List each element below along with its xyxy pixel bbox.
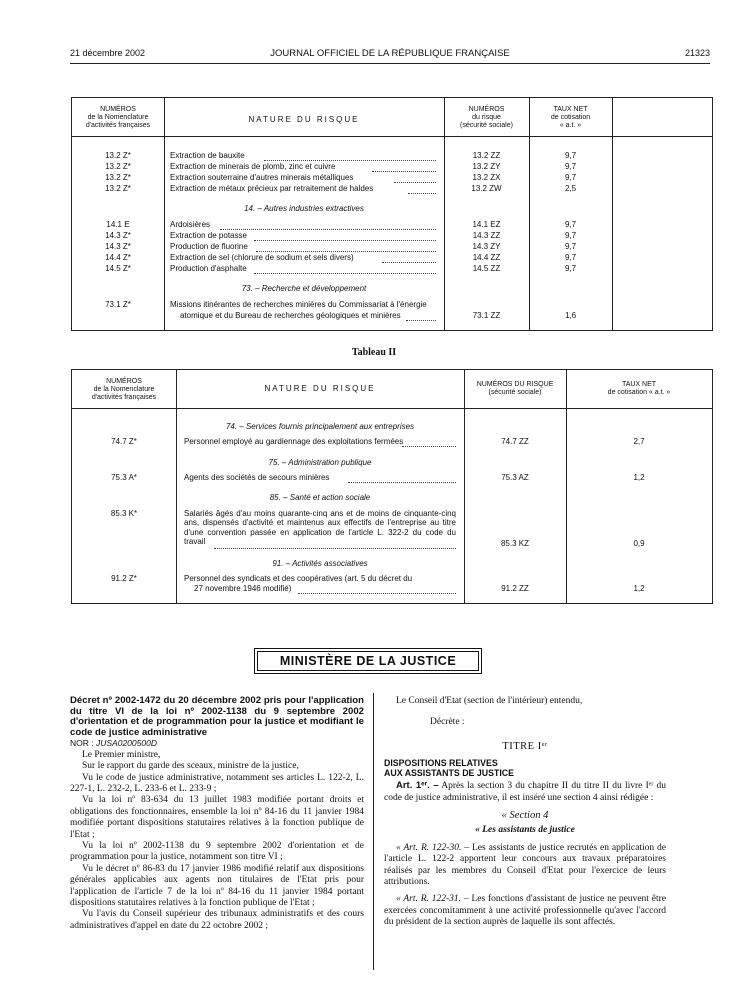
table-cell-num: 75.3 AZ [501, 473, 529, 482]
table-cell-nature: Extraction de potasse [170, 231, 247, 240]
leader-dots [406, 313, 436, 321]
section-4-heading: « Section 4 [501, 810, 549, 822]
table-cell-taux: 9,7 [564, 231, 577, 240]
table-cell-num: 73.1 ZZ [472, 311, 501, 320]
nor-line [70, 738, 364, 749]
table2-header-rule [72, 408, 712, 409]
table-cell-taux: 9,7 [564, 162, 577, 171]
table-cell-naf: 14.3 Z* [105, 231, 131, 240]
table-cell-nature: Production de fluorine [170, 242, 248, 251]
table1-col-divider [612, 98, 613, 330]
table-cell-taux: 9,7 [564, 173, 577, 182]
decree-paragraph: Le Conseil d'Etat (section de l'intérieur) entendu, [396, 696, 583, 706]
table-cell-taux: 1,2 [633, 584, 645, 593]
table1-col-divider [444, 98, 445, 330]
table-section-heading: 73. – Recherche et développement [241, 284, 367, 293]
table1-header-rule [72, 136, 712, 137]
decree-paragraph: Vu l'avis du Conseil supérieur des tribunaux administratifs et des cours administratives d'appel en date du 22 octobre 2002 ; [70, 909, 364, 931]
table1-header-num: NUMÉROS du risque (sécurité sociale) [460, 106, 513, 129]
table-cell-num: 13.2 ZY [472, 162, 501, 171]
decree-paragraph: Vu la loi nº 2002-1138 du 9 septembre 2002 d'orientation et de programmation pour la justice, notamment son titre VI ; [70, 841, 364, 863]
table1-col-divider [164, 98, 165, 330]
table-cell-taux: 2,5 [564, 184, 577, 193]
leader-dots [254, 233, 436, 241]
table-cell-nature: Personnel employé au gardiennage des exploitations fermées [184, 437, 404, 446]
table-cell-taux: 9,7 [564, 242, 577, 251]
table-cell-naf: 14.3 Z* [105, 242, 131, 251]
table2-header-taux: TAUX NET de cotisation « a.t. » [607, 381, 671, 396]
header-rule [70, 63, 710, 64]
article-r122-31-text: – Les fonctions d'assistant de justice ne peuvent être exercées concomitamment à une activité professionnelle qu'avec l'accord du président de la section auprès de laquelle ils sont affectés. [384, 894, 666, 928]
leader-dots [298, 586, 456, 594]
ministry-heading: MINISTÈRE DE LA JUSTICE [257, 651, 479, 671]
leader-dots [382, 255, 436, 263]
table-cell-num: 14.3 ZZ [472, 231, 501, 240]
table2-col-divider [566, 370, 567, 603]
decree-paragraph: Vu le décret nº 86-83 du 17 janvier 1986 modifié relatif aux dispositions générales applicables aux agents non titulaires de l'Etat pris pour l'application de l'article 7 de la loi nº 84-16 du 11 janvier 1984 portant dispositions statutaires relatives à la fonction publique de l'Etat ; [70, 863, 364, 909]
table-section-heading: 85. – Santé et action sociale [269, 493, 371, 502]
risk-table-2 [71, 369, 713, 604]
page-header [70, 48, 710, 62]
table-cell-naf: 13.2 Z* [105, 173, 131, 182]
risk-table-1 [71, 97, 713, 331]
table-cell-num: 74.7 ZZ [501, 437, 529, 446]
table-cell-nature: Extraction souterraine d'autres minerais métalliques [170, 173, 354, 182]
table-cell-num: 14.3 ZY [472, 242, 501, 251]
table-cell-nature: Production d'asphalte [170, 264, 247, 273]
leader-dots [220, 222, 436, 230]
table-cell-naf: 14.5 Z* [105, 264, 131, 273]
table-cell-naf: 13.2 Z* [105, 151, 131, 160]
column-divider [373, 693, 374, 970]
leader-dots [394, 175, 436, 183]
table-cell-taux: 9,7 [564, 151, 577, 160]
decree-paragraph: Vu le code de justice administrative, notamment ses articles L. 122-2, L. 227-1, L. 232-2, L. 233-6 et L. 233-9 ; [70, 772, 364, 794]
decree-paragraph: Vu la loi nº 83-634 du 13 juillet 1983 modifiée portant droits et obligations des fonctionnaires, ensemble la loi nº 84-16 du 11 janvier 1984 modifiée portant dispositions statutaires relatives à la fonction publique de l'Etat ; [70, 795, 364, 840]
table2-header-nature: NATURE DU RISQUE [264, 384, 376, 393]
header-page-number: 21323 [684, 48, 710, 58]
table-cell-num: 13.2 ZX [472, 173, 501, 182]
table2-header-num: NUMÉROS DU RISQUE (sécurité sociale) [476, 381, 554, 396]
article-r122-31-label: « Art. R. 122-31. [396, 894, 462, 905]
table-cell-nature: Extraction de bauxite [170, 151, 245, 160]
leader-dots [408, 186, 436, 194]
decree-right-column [384, 696, 666, 929]
decree-paragraph: Sur le rapport du garde des sceaux, ministre de la justice, [82, 761, 299, 772]
decree-left-column [70, 696, 364, 932]
decree-paragraph: Le Premier ministre, [82, 749, 161, 760]
table-cell-naf: 13.2 Z* [105, 162, 131, 171]
nor-label: NOR : [70, 738, 94, 749]
table-cell-taux: 1,2 [633, 473, 645, 482]
leader-dots [256, 244, 436, 252]
table-cell-num: 14.4 ZZ [472, 253, 501, 262]
table-cell-naf: 74.7 Z* [111, 437, 137, 446]
decree-title: Décret nº 2002-1472 du 20 décembre 2002 pris pour l'application du titre VI de la loi nº 2002-1138 du 9 septembre 2002 d'orientation et de programmation pour la justice et modifiant le code de justice administrative [70, 695, 364, 738]
table-cell-num: 85.3 KZ [500, 539, 529, 548]
article-r122-30 [384, 843, 666, 889]
table-cell-num: 14.5 ZZ [472, 264, 501, 273]
table-cell-naf: 14.1 E [106, 220, 130, 229]
header-date: 21 décembre 2002 [70, 48, 146, 58]
table-cell-taux: 9,7 [564, 264, 577, 273]
article-r122-31 [384, 894, 666, 928]
table-cell-naf: 85.3 K* [110, 509, 138, 518]
article-1-label: Art. 1ᵉʳ. – [396, 780, 439, 792]
table-cell-naf: 91.2 Z* [111, 574, 137, 583]
table-cell-num: 91.2 ZZ [501, 584, 529, 593]
table-cell-nature: Salariés âgés d'au moins quarante-cinq ans et de moins de cinquante-cinq ans, dispensés d'activité et maintenus aux effectifs de l'entreprise au titre d'une convention passée en application de l'article L. 322-2 du code du travail [184, 509, 456, 547]
table-cell-taux: 2,7 [633, 437, 645, 446]
leader-dots [264, 153, 436, 161]
leader-dots [214, 541, 456, 549]
table-cell-nature: Extraction de minerais de plomb, zinc et cuivre [170, 162, 336, 171]
table1-header-nature: NATURE DU RISQUE [248, 115, 360, 124]
header-journal-title: JOURNAL OFFICIEL DE LA RÉPUBLIQUE FRANÇAISE [270, 48, 510, 59]
table-caption: Tableau II [351, 347, 397, 358]
article-1-text: Après la section 3 du chapitre II du titre II du livre Iᵉʳ du code de justice administrative, il est inséré une section 4 ainsi rédigée : [384, 781, 666, 803]
table-cell-taux: 9,7 [564, 253, 577, 262]
table-cell-nature: Extraction de sel (chlorure de sodium et sels divers) [170, 253, 354, 262]
table-cell-nature: Ardoisières [170, 220, 211, 229]
table-cell-naf: 13.2 Z* [105, 184, 131, 193]
table-section-heading: 74. – Services fournis principalement aux entreprises [225, 422, 415, 431]
table-cell-taux: 9,7 [564, 220, 577, 229]
table-cell-num: 13.2 ZW [471, 184, 502, 193]
table-section-heading: 75. – Administration publique [268, 458, 372, 467]
leader-dots [372, 164, 436, 172]
table-cell-num: 14.1 EZ [472, 220, 501, 229]
table-cell-num: 13.2 ZZ [472, 151, 501, 160]
ministry-heading-box [254, 648, 482, 674]
table-cell-naf: 73.1 Z* [105, 300, 131, 309]
decrete-line: Décrète : [430, 717, 465, 728]
table-cell-naf: 14.4 Z* [105, 253, 131, 262]
table1-col-divider [529, 98, 530, 330]
table-cell-nature: Extraction de métaux précieux par retraitement de haldes [170, 184, 374, 193]
assistants-heading: « Les assistants de justice [475, 825, 575, 836]
table2-header-naf: NUMÉROS de la Nomenclature d'activités françaises [91, 378, 157, 401]
table2-col-divider [176, 370, 177, 603]
table-cell-nature: atomique et du Bureau de recherches géologiques et minières [180, 311, 401, 320]
table-section-heading: 14. – Autres industries extractives [244, 204, 364, 213]
titre-heading: TITRE Iᵉʳ [502, 740, 548, 752]
table-cell-nature: Personnel des syndicats et des coopératives (art. 5 du décret du [184, 574, 413, 583]
leader-dots [348, 475, 456, 483]
table-cell-taux: 0,9 [633, 539, 645, 548]
table1-header-taux: TAUX NET de cotisation « a.t. » [550, 106, 591, 129]
dispositions-heading: DISPOSITIONS RELATIVES AUX ASSISTANTS DE JUSTICE [384, 758, 515, 779]
table-cell-nature: Agents des sociétés de secours minières [184, 473, 330, 482]
article-r122-30-text: – Les assistants de justice recrutés en application de l'article L. 122-2 apportent leur concours aux travaux préparatoires réalisés par les membres du Conseil d'Etat pour l'exercice de leurs attributions. [384, 842, 667, 888]
table1-header-naf: NUMÉROS de la Nomenclature d'activités françaises [85, 106, 151, 129]
nor-code: JUSA0200500D [96, 738, 157, 749]
table2-col-divider [464, 370, 465, 603]
article-1 [384, 780, 666, 804]
leader-dots [254, 266, 436, 274]
table-cell-taux: 1,6 [564, 311, 577, 320]
article-r122-30-label: « Art. R. 122-30. [396, 842, 462, 853]
table-cell-nature: Missions itinérantes de recherches minières du Commissariat à l'énergie [170, 300, 427, 309]
table-section-heading: 91. – Activités associatives [272, 559, 368, 568]
table-cell-naf: 75.3 A* [111, 473, 137, 482]
leader-dots [402, 439, 456, 447]
table-cell-nature: 27 novembre 1946 modifié) [194, 584, 292, 593]
